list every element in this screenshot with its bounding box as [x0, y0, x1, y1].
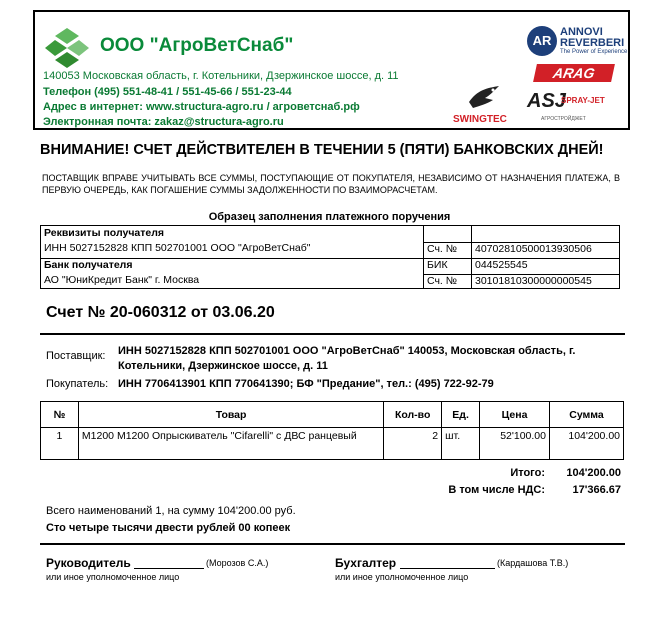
swingtec-bird-icon — [467, 84, 501, 110]
company-address: 140053 Московская область, г. Котельники, Дзержинское шоссе, д. 11 — [43, 70, 399, 82]
annovi-text: ANNOVI — [560, 26, 603, 38]
company-name: ООО "АгроВетСнаб" — [100, 35, 294, 56]
swingtec-text: SWINGTEC — [453, 114, 507, 125]
recipient-value: ИНН 5027152828 КПП 502701001 ООО "АгроВетСнаб" — [44, 242, 311, 254]
col-unit: Ед. — [442, 402, 480, 428]
bik-label: БИК — [427, 259, 448, 271]
corr-account-label: Сч. № — [427, 275, 458, 287]
account-label: Сч. № — [427, 243, 458, 255]
col-price: Цена — [480, 402, 550, 428]
company-website[interactable]: Адрес в интернет: www.structura-agro.ru / агроветснаб.рф — [43, 101, 360, 113]
validity-warning: ВНИМАНИЕ! СЧЕТ ДЕЙСТВИТЕЛЕН В ТЕЧЕНИИ 5 (ПЯТИ) БАНКОВСКИХ ДНЕЙ! — [40, 142, 604, 158]
swingtec-logo — [453, 84, 513, 126]
accountant-signature-line — [400, 568, 495, 569]
bank-value: АО "ЮниКредит Банк" г. Москва — [44, 274, 200, 286]
recipient-label: Реквизиты получателя — [44, 227, 165, 239]
col-sum: Сумма — [550, 402, 624, 428]
head-signature-line — [134, 568, 204, 569]
company-phone: Телефон (495) 551-48-41 / 551-45-66 / 551-23-44 — [43, 86, 292, 98]
company-email[interactable]: Электронная почта: zakaz@structura-agro.ru — [43, 116, 284, 128]
payment-requisites-table — [40, 225, 620, 289]
corr-account-value: 30101810300000000545 — [475, 275, 592, 287]
buyer-value: ИНН 7706413901 КПП 770641390; БФ "Предание", тел.: (495) 722-92-79 — [118, 378, 494, 390]
accountant-signature-name: (Кардашова Т.В.) — [497, 558, 569, 568]
row-product: М1200 М1200 Опрыскиватель "Cifarelli" с ДВС ранцевый — [78, 428, 383, 460]
account-value: 40702810500013930506 — [475, 243, 592, 255]
amount-in-words: Сто четыре тысячи двести рублей 00 копеек — [46, 522, 291, 534]
payment-notice: ПОСТАВЩИК ВПРАВЕ УЧИТЫВАТЬ ВСЕ СУММЫ, ПОСТУПАЮЩИЕ ОТ ПОКУПАТЕЛЯ, НЕЗАВИСИМО ОТ НАЗНАЧЕНИЯ ПЛАТЕЖА, В ПЕРВУЮ ОЧЕРЕДЬ, КАК ПОГАШЕНИЕ СУММЫ ЗАДОЛЖЕННОСТИ ПО ВЗАИМОРАСЧЕТАМ. — [42, 173, 620, 195]
asj-text: ASJ — [527, 90, 566, 112]
items-header-row — [41, 402, 624, 428]
total-label: Итого: — [510, 467, 545, 479]
col-number: № — [41, 402, 79, 428]
col-qty: Кол-во — [384, 402, 442, 428]
invoice-title: Счет № 20-060312 от 03.06.20 — [46, 304, 275, 321]
supplier-label: Поставщик: — [46, 350, 106, 362]
row-qty: 2 — [384, 428, 442, 460]
head-signature-sub: или иное уполномоченное лицо — [46, 572, 180, 582]
spray-jet-text: SPRAY-JET — [561, 96, 605, 105]
company-header — [33, 10, 630, 130]
supplier-line-1: ИНН 5027152828 КПП 502701001 ООО "АгроВетСнаб" 140053, Московская область, г. — [118, 345, 576, 357]
vat-label: В том числе НДС: — [448, 484, 545, 496]
title-divider — [40, 333, 625, 335]
table-row — [41, 428, 624, 460]
summary-text: Всего наименований 1, на сумму 104'200.00 руб. — [46, 505, 296, 517]
row-sum: 104'200.00 — [550, 428, 624, 460]
accountant-signature-title: Бухгалтер — [335, 556, 397, 570]
col-product: Товар — [78, 402, 383, 428]
asj-spray-jet-logo — [527, 90, 617, 126]
bottom-divider — [40, 543, 625, 545]
buyer-label: Покупатель: — [46, 378, 109, 390]
company-logo-icon — [45, 26, 89, 70]
head-signature-title: Руководитель — [46, 556, 131, 570]
row-unit: шт. — [442, 428, 480, 460]
total-value: 104'200.00 — [566, 467, 621, 479]
items-table — [40, 401, 624, 460]
reverberi-text: REVERBERI — [560, 37, 625, 49]
annovi-circle-icon: AR — [527, 26, 557, 56]
row-number: 1 — [41, 428, 79, 460]
asj-subtext: АГРОСТРОЙДЖЕТ — [541, 116, 586, 122]
row-price: 52'100.00 — [480, 428, 550, 460]
payment-sample-title: Образец заполнения платежного поручения — [208, 211, 451, 223]
accountant-signature-sub: или иное уполномоченное лицо — [335, 572, 469, 582]
vat-value: 17'366.67 — [572, 484, 621, 496]
head-signature-name: (Морозов С.А.) — [206, 558, 269, 568]
annovi-slogan: The Power of Experience — [560, 49, 628, 55]
bank-label: Банк получателя — [44, 259, 133, 271]
supplier-line-2: Котельники, Дзержинское шоссе, д. 11 — [118, 360, 328, 372]
arag-logo: ARAG — [533, 64, 615, 82]
bik-value: 044525545 — [475, 259, 528, 271]
